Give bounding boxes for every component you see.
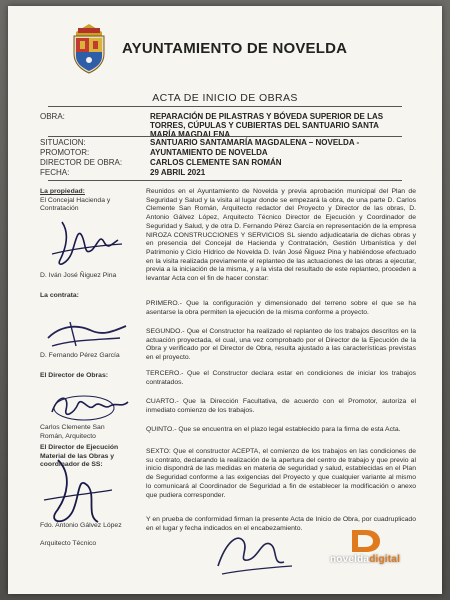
propiedad-org: El Concejal Hacienda y Contratación <box>40 196 111 213</box>
document-page <box>8 6 442 594</box>
meta-director <box>40 158 400 167</box>
brand-accent-text: digital <box>369 554 401 565</box>
meta-bottom-rule <box>48 180 402 181</box>
fecha-label: FECHA: <box>40 168 70 177</box>
segundo-paragraph: SEGUNDO.- Que el Constructor ha realizado el replanteo de los trabajos descritos en la actuación proyectada, el cual, una vez comprobado por el Director de la Ejecución de la Obra y verificado por el Director de Obra, resulta ajustado a las características previstas en el proyecto. <box>146 328 416 362</box>
obra-value: REPARACIÓN DE PILASTRAS Y BÓVEDA SUPERIOR DE LAS TORRES, CÚPULAS Y CUBIERTAS DEL SANTUARIO SANTA MARÍA MAGDALENA <box>150 112 384 139</box>
ejecucion-title: El Director de Ejecución Material de las Obras y coordinador de SS: <box>40 444 119 469</box>
brand-text <box>330 554 400 565</box>
director-title: El Director de Obras: <box>40 372 108 379</box>
promotor-value: AYUNTAMIENTO DE NOVELDA <box>150 148 268 157</box>
brand-watermark <box>330 528 400 565</box>
cuarto-paragraph: CUARTO.- Que la Dirección Facultativa, de acuerdo con el Promotor, autoriza el inmediato comienzo de los trabajos. <box>146 398 416 414</box>
propiedad-name: D. Iván José Ñiguez Pina <box>40 272 117 279</box>
situacion-label: SITUACION: <box>40 138 86 147</box>
contrata-name: D. Fernando Pérez García <box>40 352 120 359</box>
meta-fecha <box>40 168 400 177</box>
director-label: DIRECTOR DE OBRA: <box>40 158 123 167</box>
coat-of-arms-icon <box>68 22 110 74</box>
obra-label: OBRA: <box>40 112 65 121</box>
ejecucion-role: Arquitecto Técnico <box>40 540 97 547</box>
document-header <box>68 20 398 76</box>
meta-rule <box>48 136 402 137</box>
director-value: CARLOS CLEMENTE SAN ROMÁN <box>150 158 282 167</box>
contrata-title: La contrata: <box>40 292 79 299</box>
sexto-paragraph: SEXTO: Que el constructor ACEPTA, el comienzo de los trabajos en las condiciones de su contrato, declarando la realización de la apertura del centro de trabajo y que previo al inicio dispondrá de las medidas en materia de seguridad y salud, establecidas en el Plan de Seguridad conforme a las exigencias del Proyecto y que cualquier variante al mismo lo comunicará al Coordinador de Seguridad a fin de establecer la modificación o anexo que pudiera corresponder. <box>146 448 416 499</box>
title-rule <box>48 106 402 107</box>
director-signature <box>44 384 134 428</box>
organization-name: AYUNTAMIENTO DE NOVELDA <box>122 39 348 57</box>
meta-promotor <box>40 148 400 157</box>
propiedad-signature <box>48 214 128 274</box>
closing-paragraph: Y en prueba de conformidad firman la presente Acta de Inicio de Obra, por cuadruplicado en el lugar y fecha indicados en el encabezamiento. <box>146 516 416 532</box>
propiedad-block <box>40 188 122 214</box>
meta-situacion <box>40 138 400 147</box>
contrata-signature <box>42 316 132 356</box>
meta-obra <box>40 112 400 139</box>
quinto-paragraph: QUINTO.- Que se encuentra en el plazo legal establecido para la firma de esta Acta. <box>146 426 401 433</box>
director-name: Carlos Clemente San Román, Arquitecto <box>40 424 105 440</box>
situacion-value: SANTUARIO SANTAMARÍA MAGDALENA – NOVELDA - <box>150 138 360 147</box>
novelda-digital-logo-icon <box>348 528 382 554</box>
promotor-label: PROMOTOR: <box>40 148 90 157</box>
fecha-value: 29 ABRIL 2021 <box>150 168 206 177</box>
document-title: ACTA DE INICIO DE OBRAS <box>152 92 298 104</box>
ejecucion-name: Fdo. Antonio Gálvez López <box>40 522 122 529</box>
primero-paragraph: PRIMERO.- Que la configuración y dimensionado del terreno sobre el que se ha asentarse la obra permiten la ejecución de la misma conforme a proyecto. <box>146 300 416 316</box>
propiedad-title: La propiedad: <box>40 188 85 195</box>
brand-main-text: novelda <box>330 554 370 565</box>
tercero-paragraph: TERCERO.- Que el Constructor declara estar en condiciones de iniciar los trabajos contratados. <box>146 370 416 386</box>
intro-paragraph: Reunidos en el Ayuntamiento de Novelda y previa aprobación municipal del Plan de Seguridad y Salud y la visita al lugar donde se empezará la obra, de una parte D. Carlos Clemente San Román, Arquitecto redactor del Proyecto y Director de las obras, D. Antonio Gálvez López, Arquitecto Técnico Director de Ejecución y Coordinador de Seguridad y Salud, y de otra D. Fernando Pérez García en representación de la empresa NIROZA CONSTRUCCIONES Y SERVICIOS SL siendo adjudicataria de dichas obras y en presencia del Concejal de Hacienda y Contratación, Gestión Urbanística y del Patrimonio y Ciclo Hídrico de Novelda D. Iván José Ñiguez Pina y habiéndose efectuado en la visita realizada previamente el replanteo de las actuaciones de las obras a ejecutar, previa a la iniciación de la misma, y a la vista del resultado de este replanteo, proceden a levantar Acta con el fin de hacer constar: <box>146 188 416 283</box>
